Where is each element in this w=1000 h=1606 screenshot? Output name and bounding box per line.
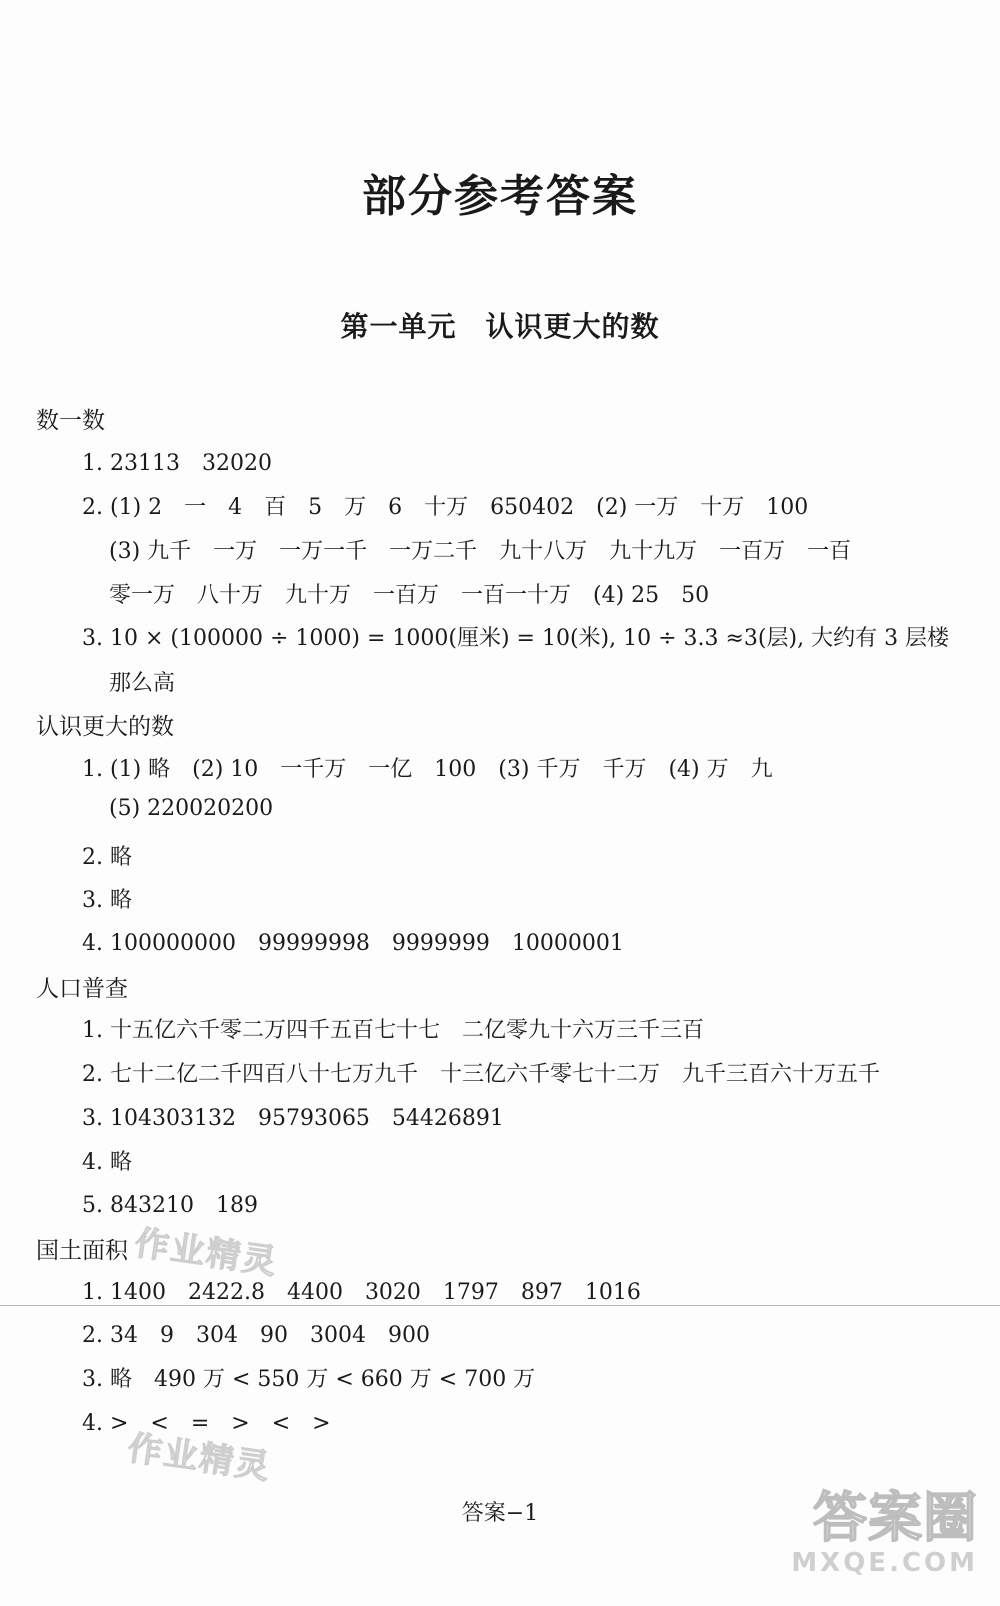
answer-line: 2. 34 9 304 90 3004 900 (82, 1323, 430, 1348)
answer-line: 3. 104303132 95793065 54426891 (82, 1106, 504, 1131)
unit-title: 第一单元 认识更大的数 (340, 310, 660, 343)
logo-sub-text: MXQE.COM (791, 1548, 978, 1578)
site-logo (791, 1488, 978, 1578)
answer-line: 2. 略 (82, 845, 132, 870)
section-heading-bigger-numbers: 认识更大的数 (36, 714, 174, 740)
answer-line: 3. 10 × (100000 ÷ 1000) = 1000(厘米) = 10(米), 10 ÷ 3.3 ≈3(层), 大约有 3 层楼 (82, 626, 950, 651)
answer-line: 零一万 八十万 九十万 一百万 一百一十万 (4) 25 50 (109, 583, 710, 608)
page-title: 部分参考答案 (362, 171, 638, 222)
section-heading-census: 人口普查 (36, 976, 128, 1002)
answer-line: (3) 九千 一万 一万一千 一万二千 九十八万 九十九万 一百万 一百 (109, 539, 852, 564)
answer-line: 4. 100000000 99999998 9999999 10000001 (82, 931, 624, 956)
answer-line: 1. (1) 略 (2) 10 一千万 一亿 100 (3) 千万 千万 (4) 万 九 (82, 757, 773, 782)
answer-line: 3. 略 490 万 < 550 万 < 660 万 < 700 万 (82, 1367, 536, 1392)
answer-line: 2. 七十二亿二千四百八十七万九千 十三亿六千零七十二万 九千三百六十万五千 (82, 1062, 880, 1087)
section-heading-count: 数一数 (36, 408, 105, 434)
watermark: 作业精灵 (125, 1428, 274, 1488)
answer-line: 1. 23113 32020 (82, 451, 272, 476)
logo-main-text: 答案圈 (813, 1486, 978, 1549)
answer-line: 5. 843210 189 (82, 1193, 258, 1218)
answer-line: 1. 十五亿六千零二万四千五百七十七 二亿零九十六万三千三百 (82, 1018, 704, 1043)
page-number: 答案−1 (461, 1501, 539, 1526)
answer-line: 4. 略 (82, 1150, 132, 1175)
answer-line: 2. (1) 2 一 4 百 5 万 6 十万 650402 (2) 一万 十万 100 (82, 495, 809, 520)
answer-line: 1. 1400 2422.8 4400 3020 1797 897 1016 (82, 1280, 641, 1305)
answer-line: 4. > < = > < > (82, 1411, 331, 1436)
watermark: 作业精灵 (132, 1223, 281, 1283)
section-heading-land-area: 国土面积 (36, 1238, 128, 1264)
divider (0, 1305, 1000, 1306)
answer-line: (5) 220020200 (109, 796, 274, 821)
answer-line: 3. 略 (82, 888, 132, 913)
answer-line: 那么高 (109, 671, 176, 696)
